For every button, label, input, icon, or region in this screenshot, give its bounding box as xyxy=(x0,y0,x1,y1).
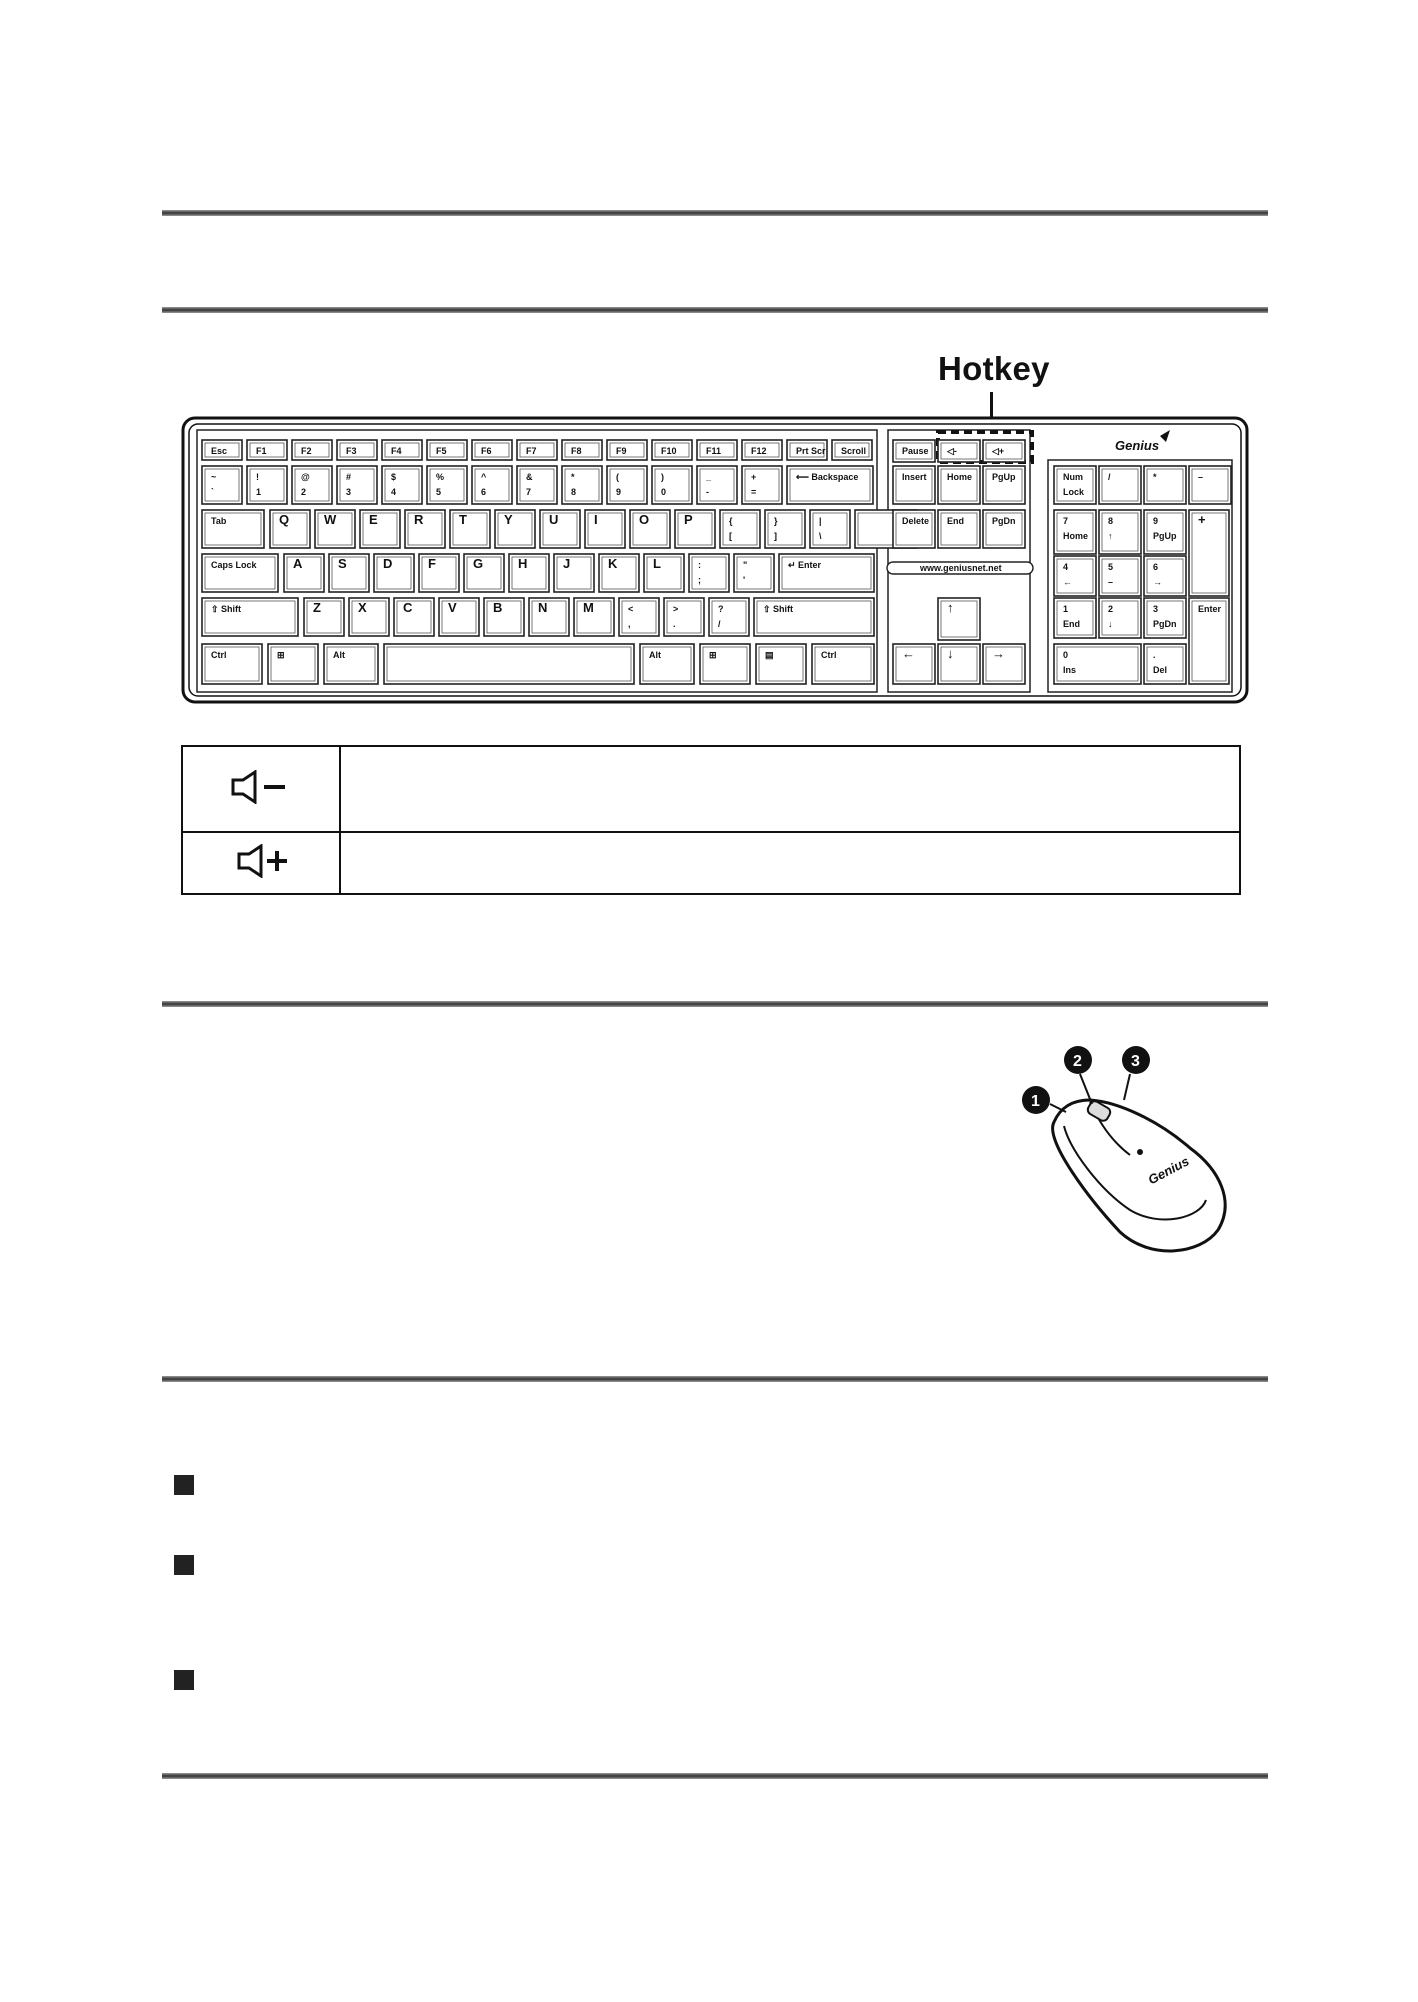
key-label: Ins xyxy=(1063,665,1077,675)
key-label: & xyxy=(526,472,533,482)
key-label: Insert xyxy=(902,472,927,482)
key-label: * xyxy=(1153,472,1157,482)
key-label: 2 xyxy=(1108,604,1114,614)
key-label: Delete xyxy=(902,516,930,526)
key-label: Pause xyxy=(902,446,929,456)
key-label: / xyxy=(1108,472,1111,482)
key-label: ⊞ xyxy=(709,650,717,660)
key-label: 1 xyxy=(256,487,262,497)
key-label: : xyxy=(698,560,701,570)
key-label: F10 xyxy=(661,446,677,456)
key-label: F7 xyxy=(526,446,537,456)
key-label: 9 xyxy=(1153,516,1159,526)
key-label: * xyxy=(571,472,575,482)
key-label: F2 xyxy=(301,446,312,456)
key-label: ' xyxy=(743,575,746,585)
key-label: \ xyxy=(819,531,822,541)
mouse-body xyxy=(1053,1100,1226,1251)
key-label: ◁+ xyxy=(992,446,1005,456)
sensor-dot xyxy=(1137,1149,1143,1155)
key-label: ^ xyxy=(481,472,487,482)
key-label: > xyxy=(673,604,679,614)
key-label: + xyxy=(1198,512,1206,527)
key-label: PgUp xyxy=(1153,531,1177,541)
key-label: ↵ Enter xyxy=(788,560,822,570)
key-label: ~ xyxy=(211,472,217,482)
key-label: ◁- xyxy=(947,446,957,456)
key-label: % xyxy=(436,472,445,482)
key-label: { xyxy=(729,516,733,526)
key-label: Scroll xyxy=(841,446,867,456)
key-label: → xyxy=(1153,577,1162,587)
key-label: ▤ xyxy=(765,650,774,660)
key-label: P xyxy=(684,512,693,527)
key-label: End xyxy=(947,516,964,526)
key-label: 5 xyxy=(1108,562,1114,572)
key-label: - xyxy=(706,487,709,497)
key-label: F5 xyxy=(436,446,447,456)
key-label: T xyxy=(459,512,467,527)
key-label: } xyxy=(774,516,778,526)
key-label: U xyxy=(549,512,559,527)
key-label: – xyxy=(1198,472,1204,482)
key-label: " xyxy=(743,560,748,570)
bullet-square xyxy=(174,1670,194,1690)
key-label: Caps Lock xyxy=(211,560,257,570)
key-label: F4 xyxy=(391,446,402,456)
key-label: → xyxy=(992,646,1005,661)
key-label: Alt xyxy=(333,650,345,660)
key-label: 3 xyxy=(346,487,352,497)
key-label: 0 xyxy=(1063,650,1069,660)
key-label: Num xyxy=(1063,472,1083,482)
key-label: 1 xyxy=(1063,604,1069,614)
key-label: Alt xyxy=(649,650,661,660)
key-label: 0 xyxy=(661,487,667,497)
key-label: Tab xyxy=(211,516,227,526)
key-label: R xyxy=(414,512,424,527)
key-label: ↑ xyxy=(947,600,954,615)
key-label: D xyxy=(383,556,393,571)
key-label: PgDn xyxy=(1153,619,1177,629)
key-label: , xyxy=(628,619,631,629)
key-label: F xyxy=(428,556,436,571)
key-label: 4 xyxy=(1063,562,1069,572)
key-label: ` xyxy=(211,487,214,497)
key-label: Lock xyxy=(1063,487,1085,497)
key-label: 7 xyxy=(1063,516,1069,526)
key-label: ) xyxy=(661,472,664,482)
website-text: www.geniusnet.net xyxy=(920,563,1002,573)
key-label: F12 xyxy=(751,446,767,456)
key-label: = xyxy=(751,487,757,497)
svg-text:1: 1 xyxy=(1031,1093,1040,1110)
key-label: S xyxy=(338,556,347,571)
callout-leader xyxy=(1124,1074,1130,1100)
key-label: F11 xyxy=(706,446,722,456)
key-label: B xyxy=(493,600,503,615)
key-label: ← xyxy=(1063,577,1072,587)
key-label: ? xyxy=(718,604,724,614)
key-label: ⇧ Shift xyxy=(763,604,794,614)
key-label: $ xyxy=(391,472,397,482)
key-label: ; xyxy=(698,575,701,585)
key-label: Ctrl xyxy=(211,650,227,660)
key-label: Z xyxy=(313,600,321,615)
key-label: Del xyxy=(1153,665,1168,675)
key-label: O xyxy=(639,512,650,527)
key-label: W xyxy=(324,512,337,527)
key-label: [ xyxy=(729,531,732,541)
key-label: J xyxy=(563,556,571,571)
key-label: 9 xyxy=(616,487,622,497)
key-label: PgUp xyxy=(992,472,1016,482)
key-label: End xyxy=(1063,619,1080,629)
bullet-square xyxy=(174,1475,194,1495)
key-label: K xyxy=(608,556,618,571)
brand-logo: Genius xyxy=(1115,438,1160,453)
key-label: G xyxy=(473,556,484,571)
key-label: F9 xyxy=(616,446,627,456)
key-label: ⇧ Shift xyxy=(211,604,242,614)
key-label: ⊞ xyxy=(277,650,285,660)
key-label: Home xyxy=(947,472,973,482)
callout-3 xyxy=(1122,1046,1150,1074)
key-label: ↓ xyxy=(947,646,954,661)
hotkey-label: Hotkey xyxy=(938,350,1050,387)
mouse-brand-logo: Genius xyxy=(1145,1153,1192,1188)
key-label: / xyxy=(718,619,721,629)
key-label: # xyxy=(346,472,352,482)
key-label: Prt Scr xyxy=(796,446,826,456)
key-label: ] xyxy=(774,531,777,541)
key-label: C xyxy=(403,600,413,615)
key-label: + xyxy=(751,472,757,482)
key-label: A xyxy=(293,556,303,571)
key-label: I xyxy=(594,512,598,527)
bullet-square xyxy=(174,1555,194,1575)
key-label: F6 xyxy=(481,446,492,456)
key-label: ( xyxy=(616,472,619,482)
key-label: Ctrl xyxy=(821,650,837,660)
key-label: H xyxy=(518,556,528,571)
key-label: @ xyxy=(301,472,310,482)
key-label: 7 xyxy=(526,487,532,497)
key-label: 4 xyxy=(391,487,397,497)
key-label: 8 xyxy=(1108,516,1114,526)
key-label: Home xyxy=(1063,531,1089,541)
key-label: F1 xyxy=(256,446,267,456)
svg-text:3: 3 xyxy=(1131,1053,1140,1070)
key-label: – xyxy=(1108,577,1114,587)
key-label: ← xyxy=(902,646,915,661)
callout-2 xyxy=(1064,1046,1092,1074)
key-label: L xyxy=(653,556,661,571)
key-label: _ xyxy=(706,472,712,482)
key-label: Enter xyxy=(1198,604,1222,614)
key-label: V xyxy=(448,600,457,615)
key-label: | xyxy=(819,516,822,526)
key-label: < xyxy=(628,604,634,614)
key-label: ⟵ Backspace xyxy=(796,472,859,482)
key-label: N xyxy=(538,600,548,615)
key-label: Esc xyxy=(211,446,228,456)
key-label: E xyxy=(369,512,378,527)
key-label: 3 xyxy=(1153,604,1159,614)
key-label: F8 xyxy=(571,446,582,456)
key-label: Q xyxy=(279,512,290,527)
key-label: . xyxy=(1153,650,1156,660)
key-label: 6 xyxy=(481,487,487,497)
key-label: M xyxy=(583,600,594,615)
key-label: X xyxy=(358,600,367,615)
key-label: 5 xyxy=(436,487,442,497)
key-label: . xyxy=(673,619,676,629)
key-label: ! xyxy=(256,472,259,482)
key-label: F3 xyxy=(346,446,357,456)
key-label: ↑ xyxy=(1108,531,1113,541)
key-label: Y xyxy=(504,512,513,527)
svg-text:2: 2 xyxy=(1073,1053,1082,1070)
key-label: ↓ xyxy=(1108,619,1113,629)
key-label: 2 xyxy=(301,487,307,497)
callout-1 xyxy=(1022,1086,1050,1114)
key-label: 8 xyxy=(571,487,577,497)
key-label: PgDn xyxy=(992,516,1016,526)
key-label: 6 xyxy=(1153,562,1159,572)
